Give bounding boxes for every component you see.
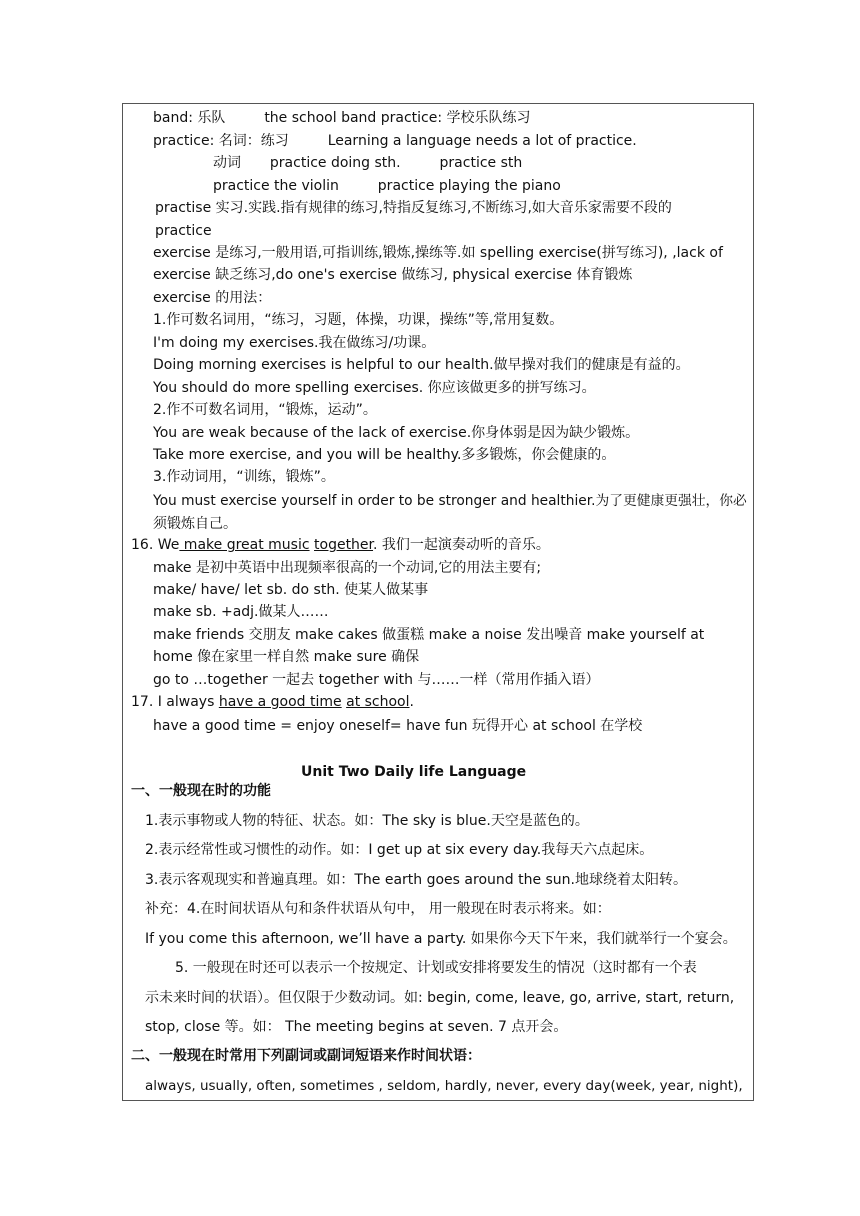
practice-noun-example: Learning a language needs a lot of practice.	[327, 133, 637, 149]
function-2: 2.表示经常性或习惯性的动作。如：I get up at six every day.我每天六点起床。	[145, 842, 654, 858]
practice-noun-label: practice: 名词：练习	[153, 133, 289, 149]
item-17-underline-1: have a good time	[218, 694, 342, 710]
example-5: Take more exercise, and you will be healthy.多多锻炼，你会健康的。	[153, 447, 616, 463]
item-16-note-1: make 是初中英语中出现频率很高的一个动词,它的用法主要有;	[153, 560, 542, 576]
example-6-line-1: You must exercise yourself in order to be stronger and healthier.为了更健康更强壮，你必	[153, 493, 747, 509]
exercise-line-2: exercise 缺乏练习,do one's exercise 做练习, physical exercise 体育锻炼	[153, 267, 633, 283]
item-17-underline-2: at school	[346, 694, 410, 710]
unit-heading: Unit Two Daily life Language	[301, 764, 527, 780]
function-3: 3.表示客观现实和普遍真理。如：The earth goes around the sun.地球绕着太阳转。	[145, 872, 688, 888]
item-17-note: have a good time = enjoy oneself= have fun 玩得开心 at school 在学校	[153, 718, 643, 734]
example-4: You are weak because of the lack of exercise.你身体弱是因为缺少锻炼。	[153, 425, 640, 441]
item-16-rest: . 我们一起演奏动听的音乐。	[373, 537, 550, 553]
item-16-note-4: make friends 交朋友 make cakes 做蛋糕 make a noise 发出噪音 make yourself at	[153, 627, 705, 643]
item-16-note-6: go to …together 一起去 together with 与……一样（常用作插入语）	[153, 672, 600, 688]
usage-3: 3.作动词用，“训练，锻炼”。	[153, 469, 335, 485]
vocab-practice-verb-line	[213, 153, 522, 173]
function-5-line-1: 5. 一般现在时还可以表示一个按规定、计划或安排将要发生的情况（这时都有一个表	[175, 960, 697, 976]
example-6-line-2: 须锻炼自己。	[153, 516, 237, 532]
practice-example-1: practice the violin	[213, 178, 339, 194]
practice-example-2: practice playing the piano	[377, 178, 561, 194]
example-3: You should do more spelling exercises. 你应该做更多的拼写练习。	[153, 380, 596, 396]
practice-verb-pattern-1: practice doing sth.	[269, 155, 401, 171]
example-1: I'm doing my exercises.我在做练习/功课。	[153, 335, 436, 351]
usage-2: 2.作不可数名词用，“锻炼，运动”。	[153, 402, 377, 418]
usage-1: 1.作可数名词用，“练习，习题，体操，功课，操练”等,常用复数。	[153, 312, 564, 328]
function-4-supplement: 补充：4.在时间状语从句和条件状语从句中， 用一般现在时表示将来。如：	[145, 901, 611, 917]
item-16-underline-1: make great music	[179, 537, 310, 553]
exercise-line-1: exercise 是练习,一般用语,可指训练,锻炼,操练等.如 spelling exercise(拼写练习), ,lack of	[153, 245, 723, 261]
practice-verb-label: 动词	[213, 155, 241, 171]
band-word: band: 乐队	[153, 110, 226, 126]
item-16-note-3: make sb. +adj.做某人……	[153, 604, 329, 620]
item-16-prefix: 16. We	[131, 537, 180, 553]
practice-verb-pattern-2: practice sth	[439, 155, 523, 171]
function-4-example: If you come this afternoon, we’ll have a party. 如果你今天下午来，我们就举行一个宴会。	[145, 931, 737, 947]
vocab-band-line	[153, 108, 531, 128]
item-17-rest: .	[409, 694, 414, 710]
item-16-note-2: make/ have/ let sb. do sth. 使某人做某事	[153, 582, 429, 598]
function-1: 1.表示事物或人物的特征、状态。如：The sky is blue.天空是蓝色的。	[145, 813, 589, 829]
item-16-note-5: home 像在家里一样自然 make sure 确保	[153, 649, 420, 665]
adverb-list: always, usually, often, sometimes , seldom, hardly, never, every day(week, year, night),	[145, 1078, 743, 1094]
practise-line-1: practise 实习.实践.指有规律的练习,特指反复练习,不断练习,如大音乐家需要不段的	[155, 200, 672, 216]
function-5-line-3: stop, close 等。如： The meeting begins at seven. 7 点开会。	[145, 1019, 568, 1035]
function-5-line-2: 示未来时间的状语）。但仅限于少数动词。如: begin, come, leave, go, arrive, start, return,	[145, 990, 735, 1006]
section-2-title: 二、一般现在时常用下列副词或副词短语来作时间状语：	[131, 1048, 481, 1064]
vocab-practice-examples-line	[213, 176, 561, 196]
item-17-prefix: 17. I always	[131, 694, 219, 710]
exercise-usage-heading: exercise 的用法：	[153, 290, 272, 306]
item-17-sentence	[131, 692, 414, 712]
practise-line-2: practice	[155, 223, 212, 239]
example-2: Doing morning exercises is helpful to our health.做早操对我们的健康是有益的。	[153, 357, 690, 373]
item-16-underline-2: together	[314, 537, 374, 553]
item-16-sentence	[131, 535, 550, 555]
vocab-practice-noun-line	[153, 131, 637, 151]
band-practice-phrase: the school band practice: 学校乐队练习	[264, 110, 531, 126]
section-1-title: 一、一般现在时的功能	[131, 783, 271, 799]
